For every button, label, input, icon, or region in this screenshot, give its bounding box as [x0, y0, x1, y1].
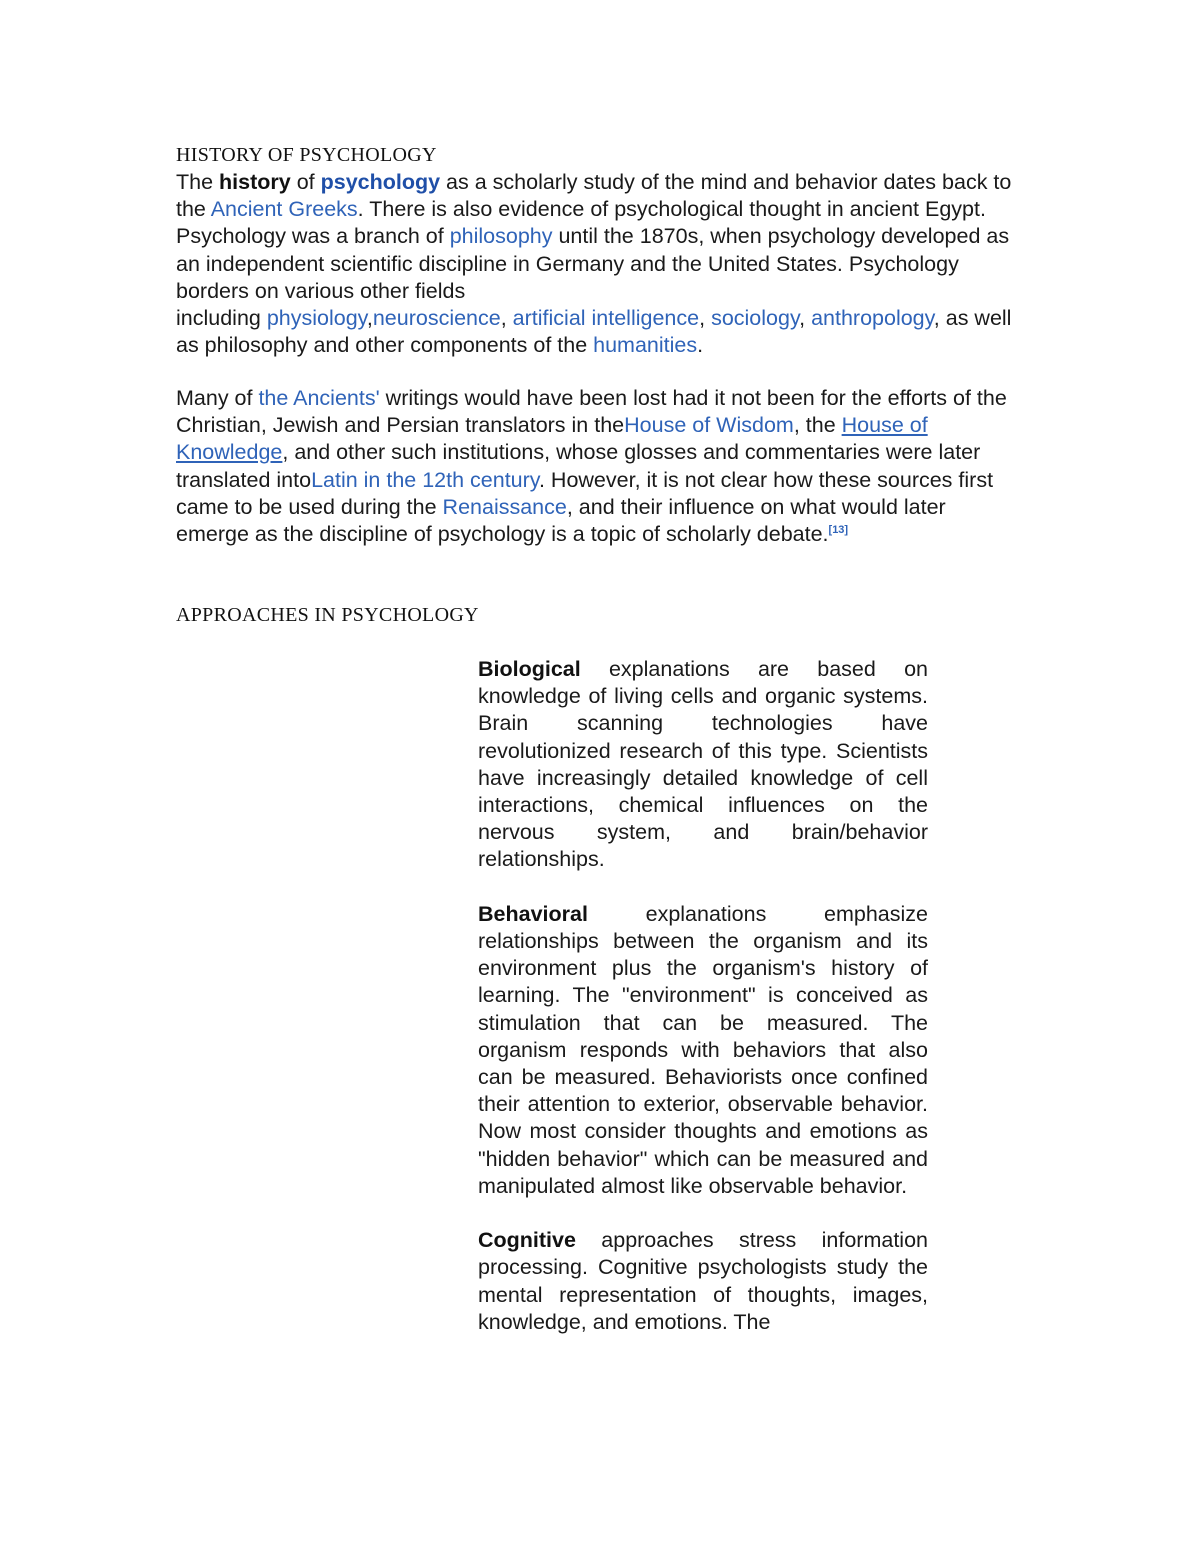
link-neuroscience[interactable]: neuroscience [372, 306, 501, 331]
text-run: Many of [176, 386, 259, 410]
link-humanities[interactable]: humanities [593, 333, 698, 358]
text-run: , [799, 306, 812, 331]
approach-term: Behavioral [478, 901, 588, 926]
approaches-heading: APPROACHES IN PSYCHOLOGY [176, 604, 479, 626]
text-run: , [366, 306, 373, 331]
approach-term: Cognitive [478, 1228, 576, 1253]
link-physiology[interactable]: physiology [266, 306, 367, 331]
approach-text: approaches stress information processing. Cognitive psychologists study the mental representation of thoughts, images, knowledge, and emotions. The [478, 1228, 928, 1334]
approach-biological [478, 656, 928, 874]
text-run: The [176, 170, 220, 194]
link-ancient-greeks[interactable]: Ancient Greeks [210, 197, 358, 222]
link-house-of-wisdom[interactable]: House of Wisdom [624, 413, 794, 438]
ancients-paragraph [176, 385, 1016, 548]
text-run: , as well as philosophy and other components of the [176, 306, 1012, 358]
text-run: until the 1870s, when psychology developed as an independent scientific discipline in Germany and the United States. Psychology borders on various other fields [176, 224, 1010, 303]
link-latin-12th-century[interactable]: Latin in the 12th century [311, 467, 539, 492]
text-run: , and other such institutions, whose glosses and commentaries were later translated into [176, 440, 981, 492]
text-run: , and their influence on what would later emerge as the discipline of psychology is a topic of scholarly debate. [176, 494, 946, 547]
text-run: , [500, 306, 513, 331]
link-psychology[interactable]: psychology [320, 170, 441, 194]
approach-text: explanations emphasize relationships between the organism and its environment plus the organism's history of learning. The "environment" is conceived as stimulation that can be measured. The organism responds with behaviors that also can be measured. Behaviorists once confined their attention to exterior, observable behavior. Now most consider thoughts and emotions as "hidden behavior" which can be measured and manipulated almost like observable behavior. [478, 901, 928, 1198]
link-house-of-knowledge[interactable]: House of Knowledge [176, 413, 928, 465]
approach-term: Biological [478, 657, 581, 681]
approach-behavioral [478, 901, 928, 1200]
text-run: , [699, 306, 712, 331]
history-heading: HISTORY OF PSYCHOLOGY [176, 144, 437, 166]
link-anthropology[interactable]: anthropology [811, 306, 934, 331]
bold-term-history: history [219, 170, 291, 194]
history-paragraph [176, 169, 1036, 359]
text-run: . There is also evidence of psychological thought in ancient Egypt. Psychology was a branch of [176, 197, 986, 249]
citation-link[interactable]: [13] [828, 523, 849, 536]
text-run: including [176, 306, 267, 331]
link-artificial-intelligence[interactable]: artificial intelligence [512, 306, 700, 331]
text-run: . [697, 333, 704, 358]
text-run: of [290, 170, 321, 194]
link-the-ancients[interactable]: the Ancients' [258, 386, 380, 410]
link-philosophy[interactable]: philosophy [449, 224, 553, 249]
text-run: , the [793, 413, 842, 438]
text-run: writings would have been lost had it not been for the efforts of the Christian, Jewish and Persian translators in the [176, 386, 1007, 438]
link-renaissance[interactable]: Renaissance [442, 494, 567, 519]
approaches-column [478, 656, 928, 1336]
approach-text: explanations are based on knowledge of living cells and organic systems. Brain scanning technologies have revolutionized research of this type. Scientists have increasingly detailed knowledge of cell interactions, chemical influences on the nervous system, and brain/behavior relationships. [478, 657, 928, 872]
approach-cognitive [478, 1227, 928, 1336]
text-run: . However, it is not clear how these sources first came to be used during the [176, 467, 994, 519]
link-sociology[interactable]: sociology [711, 306, 800, 331]
text-run: as a scholarly study of the mind and behavior dates back to the [176, 170, 1012, 222]
